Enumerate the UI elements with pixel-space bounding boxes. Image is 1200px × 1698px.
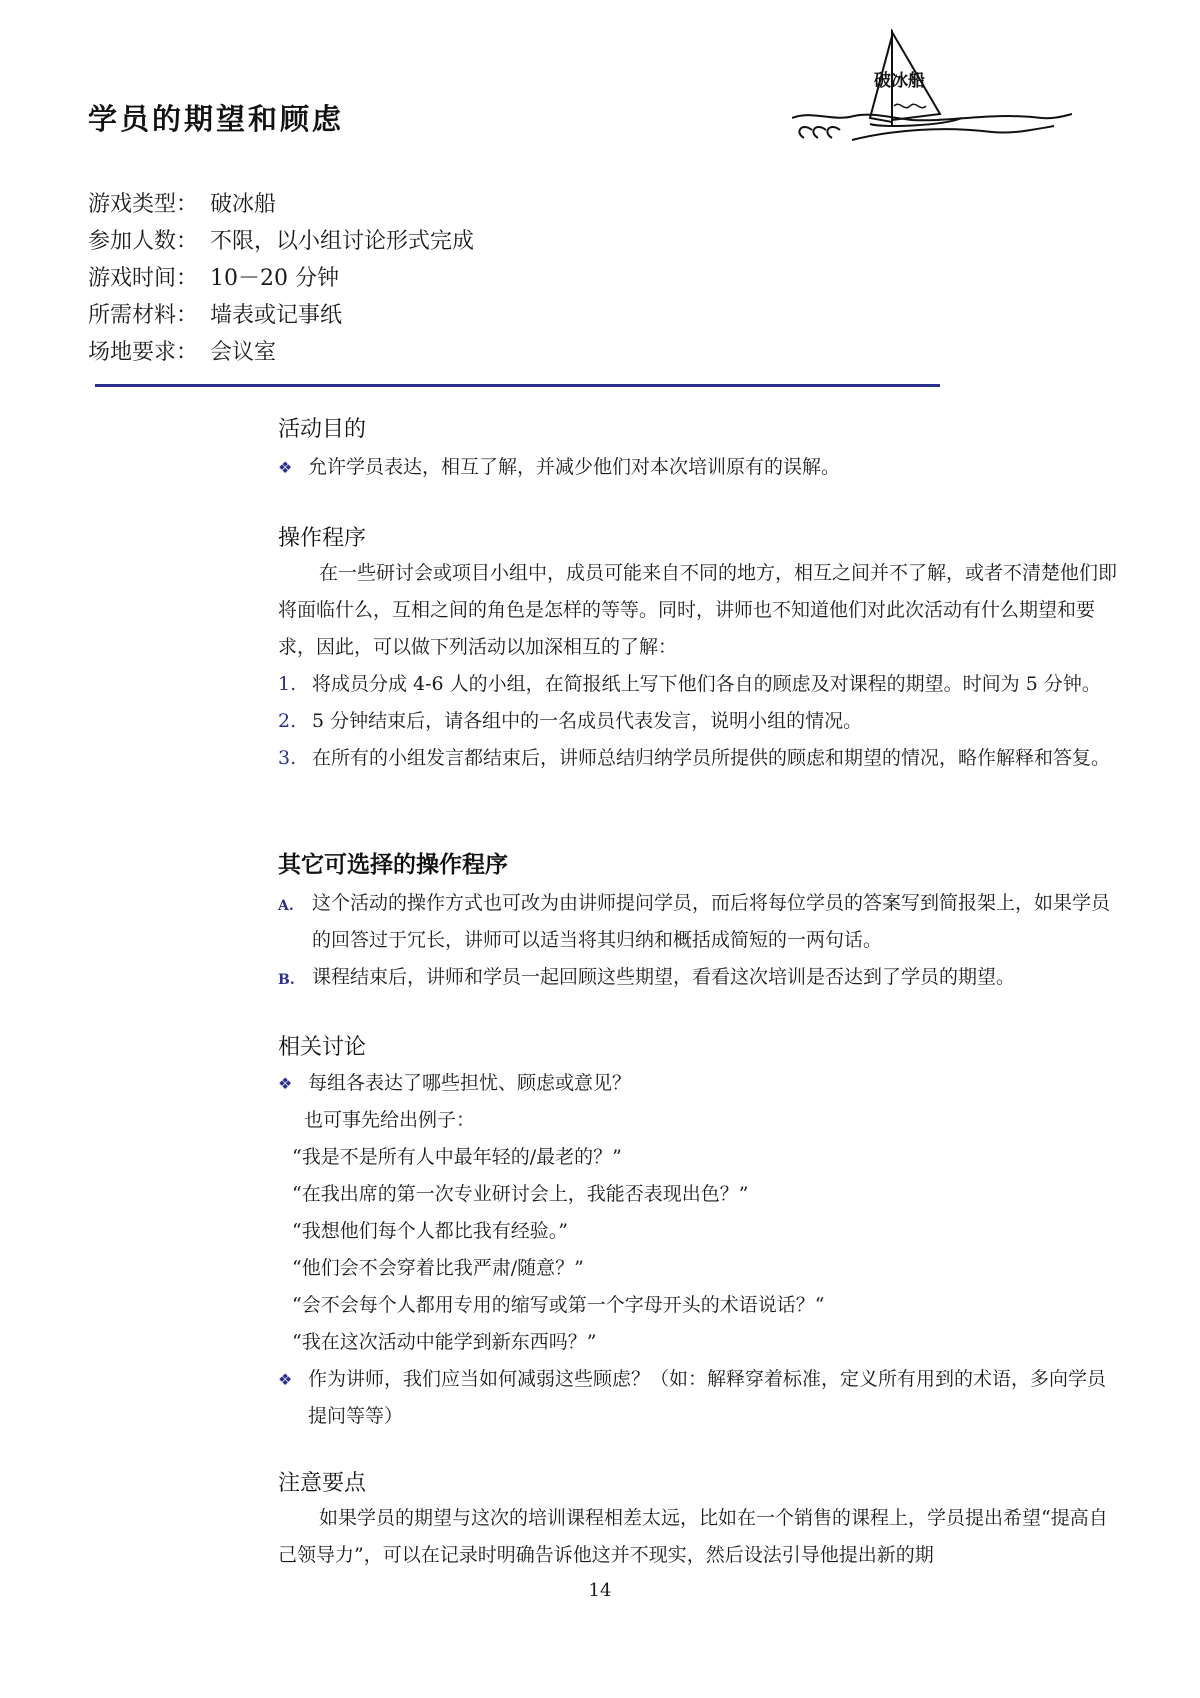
question-text: 每组各表达了哪些担忧、顾虑或意见？: [308, 1072, 632, 1094]
example-quote: “我在这次活动中能学到新东西吗？”: [292, 1331, 597, 1353]
procedure-step: [278, 703, 1118, 740]
step-text: 5 分钟结束后，请各组中的一名成员代表发言，说明小组的情况。: [312, 710, 863, 732]
examples-intro: 也可事先给出例子：: [304, 1109, 476, 1131]
info-materials: [88, 297, 474, 334]
example-quote: “在我出席的第一次专业研讨会上，我能否表现出色？”: [292, 1183, 749, 1205]
step-number: 3.: [278, 747, 297, 769]
page-number: 14: [588, 1580, 612, 1601]
example-quote: “他们会不会穿着比我严肃/随意？”: [292, 1257, 584, 1279]
item-letter: A.: [278, 898, 294, 914]
info-value: 墙表或记事纸: [210, 303, 343, 328]
game-info: [88, 186, 474, 371]
diamond-bullet-icon: ❖: [278, 1370, 293, 1389]
discussion-question: [278, 1361, 1118, 1435]
step-text: 将成员分成 4-6 人的小组，在简报纸上写下他们各自的顾虑及对课程的期望。时间为 5 分钟。: [312, 673, 1101, 695]
example-quote: “我想他们每个人都比我有经验。”: [292, 1220, 568, 1242]
step-number: 1.: [278, 673, 297, 695]
section-purpose: [278, 412, 1118, 486]
info-value: 不限，以小组讨论形式完成: [210, 229, 475, 254]
section-alternatives: [278, 846, 1118, 999]
item-text: 课程结束后，讲师和学员一起回顾这些期望，看看这次培训是否达到了学员的期望。: [312, 966, 1016, 988]
section-discussion: [278, 1030, 1118, 1435]
info-value: 破冰船: [210, 192, 277, 217]
section-heading: 其它可选择的操作程序: [278, 852, 508, 878]
section-heading: 操作程序: [278, 526, 367, 551]
info-value: 会议室: [210, 340, 277, 365]
section-heading: 活动目的: [278, 417, 367, 442]
procedure-step: [278, 740, 1118, 777]
page-title: 学员的期望和顾虑: [88, 102, 345, 136]
purpose-item: [278, 449, 1118, 486]
info-label: 参加人数：: [88, 229, 199, 254]
item-text: 这个活动的操作方式也可改为由讲师提问学员，而后将每位学员的答案写到简报架上，如果学员的回答过于冗长，讲师可以适当将其归纳和概括成简短的一两句话。: [312, 892, 1111, 951]
section-heading: 相关讨论: [278, 1035, 367, 1060]
procedure-step: [278, 666, 1118, 703]
procedure-intro: 在一些研讨会或项目小组中，成员可能来自不同的地方，相互之间并不了解，或者不清楚他们即将面临什么，互相之间的角色是怎样的等等。同时，讲师也不知道他们对此次活动有什么期望和要求，因此，可以做下列活动以加深相互的了解：: [278, 562, 1118, 658]
info-label: 游戏时间：: [88, 266, 199, 291]
info-value: 10－20 分钟: [210, 266, 339, 291]
info-type: [88, 186, 474, 223]
info-venue: [88, 334, 474, 371]
example-quote: “我是不是所有人中最年轻的/最老的？”: [292, 1146, 622, 1168]
item-letter: B.: [278, 972, 295, 988]
info-label: 场地要求：: [88, 340, 199, 365]
alternative-item: [278, 959, 1118, 999]
info-participants: [88, 223, 474, 260]
divider: [95, 384, 940, 387]
purpose-text: 允许学员表达，相互了解，并减少他们对本次培训原有的误解。: [308, 456, 841, 478]
step-text: 在所有的小组发言都结束后，讲师总结归纳学员所提供的顾虑和期望的情况，略作解释和答复。: [312, 747, 1111, 769]
section-procedure: [278, 521, 1118, 777]
info-label: 所需材料：: [88, 303, 199, 328]
section-notes: [278, 1466, 1118, 1574]
info-label: 游戏类型：: [88, 192, 199, 217]
section-heading: 注意要点: [278, 1471, 367, 1496]
alternative-item: [278, 885, 1118, 959]
diamond-bullet-icon: ❖: [278, 458, 293, 477]
question-text: 作为讲师，我们应当如何减弱这些顾虑？（如：解释穿着标准，定义所有用到的术语，多向学员提问等等）: [308, 1368, 1107, 1427]
logo-text: 破冰船: [874, 71, 925, 91]
info-duration: [88, 260, 474, 297]
notes-text: 如果学员的期望与这次的培训课程相差太远，比如在一个销售的课程上，学员提出希望“提高自己领导力”，可以在记录时明确告诉他这并不现实，然后设法引导他提出新的期: [278, 1507, 1108, 1566]
diamond-bullet-icon: ❖: [278, 1074, 293, 1093]
sailboat-icon: [792, 22, 1072, 152]
step-number: 2.: [278, 710, 297, 732]
example-quote: “会不会每个人都用专用的缩写或第一个字母开头的术语说话？“: [292, 1294, 825, 1316]
discussion-question: [278, 1065, 1118, 1102]
